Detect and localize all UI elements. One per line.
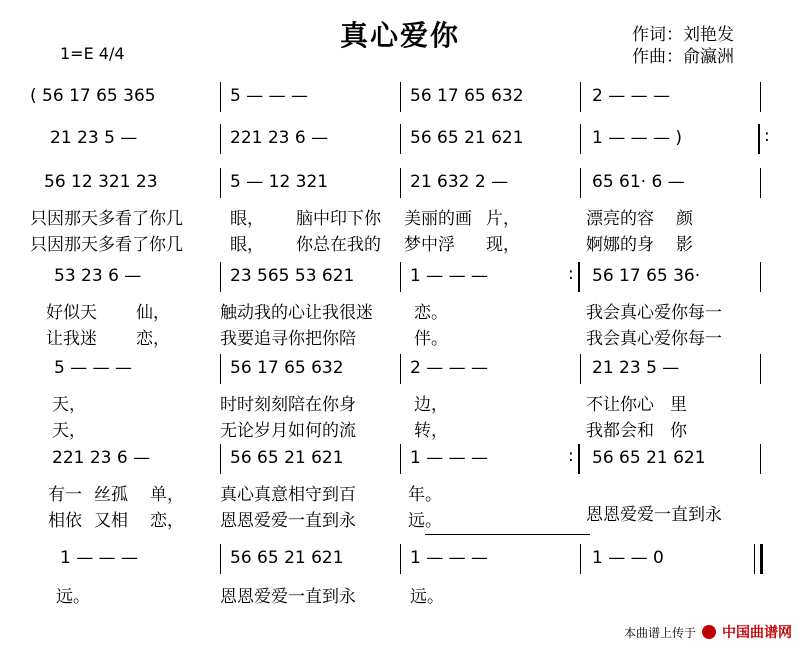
barline bbox=[400, 82, 401, 112]
barline bbox=[580, 354, 581, 384]
footer bbox=[624, 622, 792, 642]
barline bbox=[220, 354, 221, 384]
repeat-dots: : bbox=[568, 264, 574, 284]
measure: 56 65 21 621 bbox=[592, 448, 706, 468]
barline bbox=[220, 124, 221, 154]
barline bbox=[580, 168, 581, 198]
measure: 2 — — — bbox=[592, 86, 671, 106]
measure: 21 632 2 — bbox=[410, 172, 509, 192]
measure: 56 12 321 23 bbox=[44, 172, 158, 192]
key-signature: 1=E 4/4 bbox=[60, 44, 125, 63]
barline bbox=[580, 124, 581, 154]
lyrics-verse-2: 只因那天多看了你几 眼， 你总在我的 梦中浮 现， 婀娜的身 影 bbox=[30, 235, 693, 255]
barline bbox=[580, 544, 581, 574]
barline bbox=[400, 262, 401, 292]
barline bbox=[580, 82, 581, 112]
barline bbox=[760, 168, 761, 198]
barline bbox=[400, 124, 401, 154]
site-logo-icon bbox=[702, 625, 716, 639]
measure: 5 — — — bbox=[230, 86, 309, 106]
repeat-dots: : bbox=[568, 446, 574, 466]
measure: 23 565 53 621 bbox=[230, 266, 355, 286]
lyrics-verse-1: 只因那天多看了你几 眼， 脑中印下你 美丽的画 片， 漂亮的容 颜 bbox=[30, 209, 693, 229]
measure: 56 17 65 36· bbox=[592, 266, 701, 286]
final-barline-thick bbox=[760, 544, 763, 574]
lyrics-verse-1: 好似天 仙， 触动我的心让我很迷 恋。 我会真心爱你每一 bbox=[46, 303, 722, 323]
measure: 1 — — 0 bbox=[592, 548, 664, 568]
measure: 65 61· 6 — bbox=[592, 172, 685, 192]
song-title: 真心爱你 bbox=[339, 19, 460, 52]
measure: 5 — — — bbox=[54, 358, 133, 378]
repeat-barline bbox=[578, 444, 580, 474]
barline bbox=[220, 262, 221, 292]
barline bbox=[400, 444, 401, 474]
lyrics-verse-1: 有一 丝孤 单， 真心真意相守到百 年。 bbox=[48, 485, 442, 505]
barline bbox=[760, 262, 761, 292]
measure: 1 — — — bbox=[410, 548, 489, 568]
lyrics-verse-2: 天， 无论岁月如何的流 转， 我都会和 你 bbox=[52, 421, 687, 441]
composer: 作曲：俞瀛洲 bbox=[632, 47, 734, 67]
measure: 1 — — — bbox=[410, 448, 489, 468]
lyrics-verse-2: 让我迷 恋， 我要追寻你把你陪 伴。 我会真心爱你每一 bbox=[46, 329, 722, 349]
site-brand[interactable]: 中国曲谱网 bbox=[722, 625, 792, 641]
footer-text: 本曲谱上传于 bbox=[623, 625, 696, 640]
measure: 56 65 21 621 bbox=[230, 548, 344, 568]
credits bbox=[632, 24, 734, 68]
barline bbox=[220, 544, 221, 574]
measure: 5 — 12 321 bbox=[230, 172, 329, 192]
lyrics-verse-1: 远。 恩恩爱爱一直到永 远。 bbox=[56, 587, 444, 607]
measure: 21 23 5 — bbox=[50, 128, 138, 148]
barline bbox=[400, 168, 401, 198]
measure: 21 23 5 — bbox=[592, 358, 680, 378]
barline bbox=[220, 82, 221, 112]
measure: 56 65 21 621 bbox=[230, 448, 344, 468]
measure: 56 17 65 632 bbox=[410, 86, 524, 106]
barline bbox=[400, 354, 401, 384]
lyrics-verse-1: 天， 时时刻刻陪在你身 边， 不让你心 里 bbox=[52, 395, 687, 415]
measure: 56 17 65 632 bbox=[230, 358, 344, 378]
measure: 2 — — — bbox=[410, 358, 489, 378]
measure: 56 65 21 621 bbox=[410, 128, 524, 148]
measure: 1 — — — bbox=[60, 548, 139, 568]
barline bbox=[220, 168, 221, 198]
barline bbox=[220, 444, 221, 474]
repeat-barline bbox=[578, 262, 580, 292]
final-barline-thin bbox=[754, 544, 755, 574]
repeat-dots: : bbox=[764, 126, 770, 146]
barline bbox=[760, 354, 761, 384]
barline bbox=[760, 444, 761, 474]
measure: 221 23 6 — bbox=[52, 448, 151, 468]
measure: 53 23 6 — bbox=[54, 266, 142, 286]
lyrics-verse-2: 相依 又相 恋， 恩恩爱爱一直到永 远。 恩恩爱爱一直到永 bbox=[48, 505, 722, 531]
barline bbox=[400, 544, 401, 574]
measure: 221 23 6 — bbox=[230, 128, 329, 148]
lyricist: 作词：刘艳发 bbox=[632, 25, 734, 45]
repeat-barline bbox=[758, 124, 760, 154]
measure: ( 56 17 65 365 bbox=[30, 86, 156, 106]
tie bbox=[425, 534, 590, 535]
barline bbox=[760, 82, 761, 112]
measure: 1 — — — ) bbox=[592, 128, 683, 148]
measure: 1 — — — bbox=[410, 266, 489, 286]
